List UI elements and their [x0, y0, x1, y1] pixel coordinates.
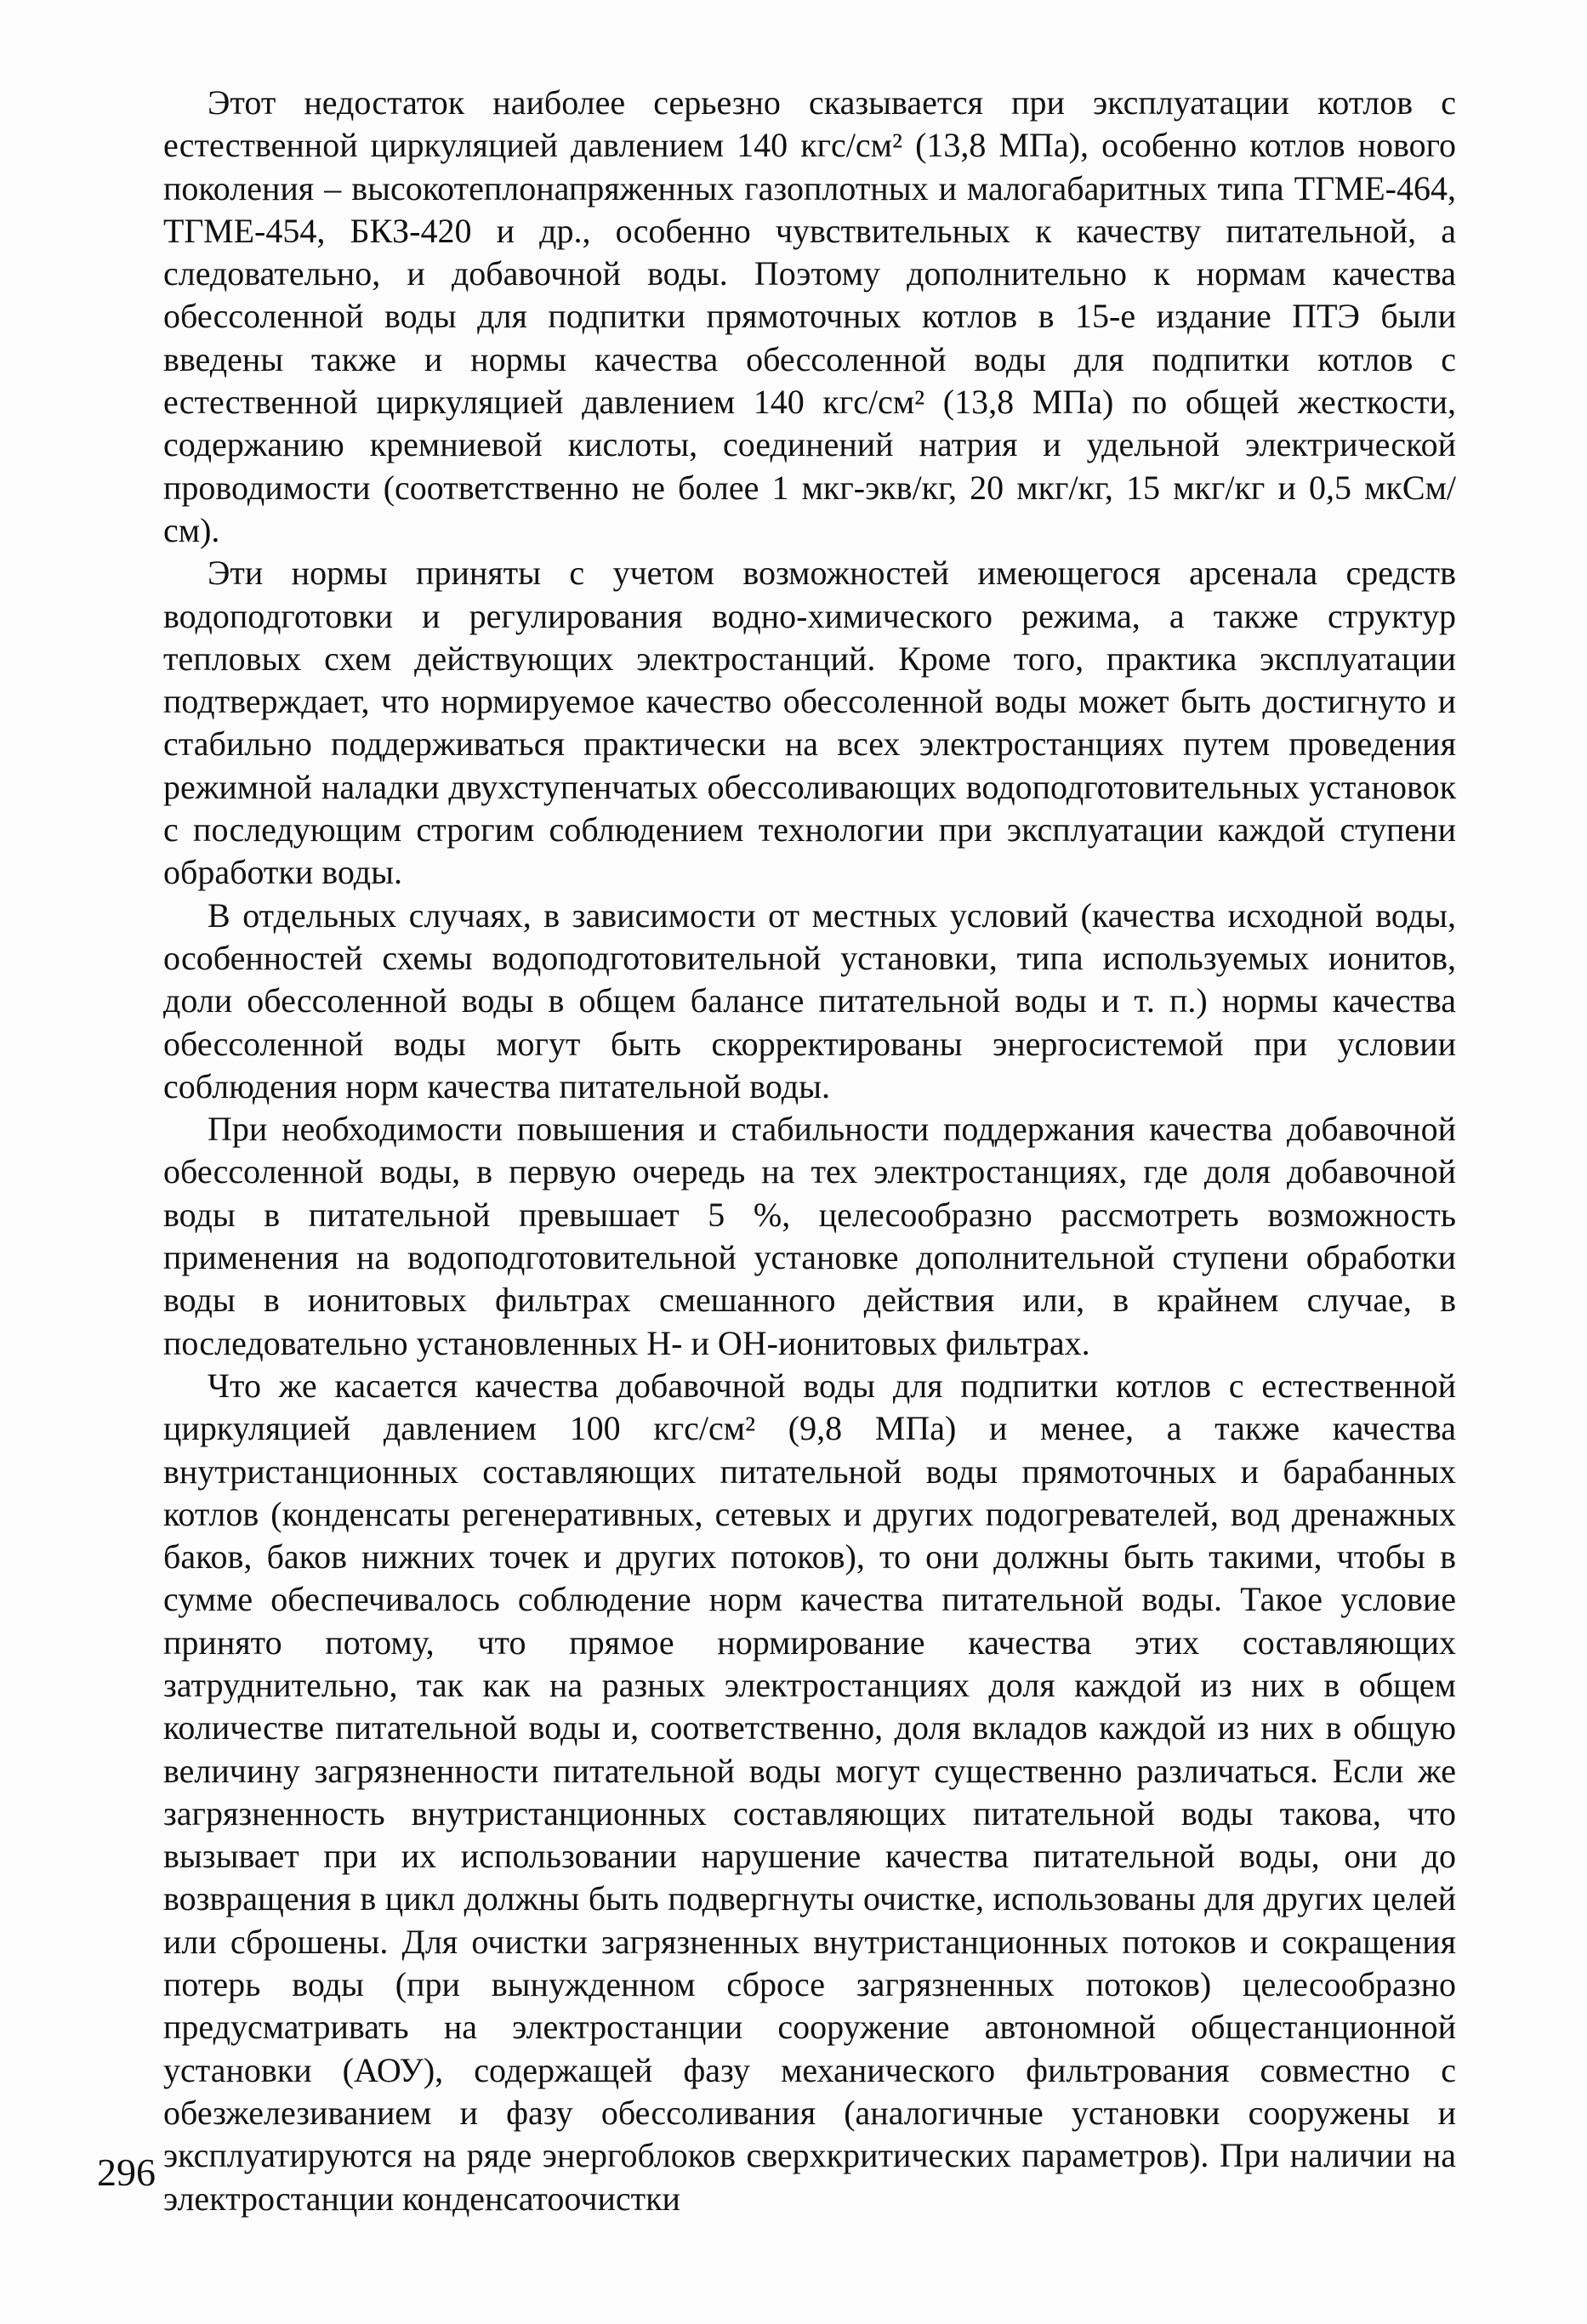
body-text [163, 82, 1456, 2220]
paragraph-4: При необходимости повышения и стабильности поддержания качества добавочной обессоленной воды, в первую очередь на тех электростанциях, где доля добавочной воды в питательной превышает 5 %, целесообразно рассмотреть возможность применения на водоподготовительной установке дополнительной ступени обработки воды в ионитовых фильтрах смешанного действия или, в крайнем случае, в последовательно установленных Н- и ОН-ионитовых фильтрах. [163, 1110, 1456, 1362]
page-number: 296 [97, 2151, 156, 2194]
paragraph-3: В отдельных случаях, в зависимости от местных условий (качества исходной воды, особенностей схемы водоподготовительной установки, типа используемых ионитов, доли обессоленной воды в общем балансе питательной воды и т. п.) нормы качества обессоленной воды могут быть скорректированы энергосистемой при условии соблюдения норм качества питательной воды. [163, 895, 1456, 1105]
paragraph-2: Эти нормы приняты с учетом возможностей имеющегося арсенала средств водоподготовки и регулирования водно-химического режима, а также структур тепловых схем действующих электростанций. Кроме того, практика эксплуатации подтверждает, что нормируемое качество обессоленной воды может быть достигнуто и стабильно поддерживаться практически на всех электростанциях путем проведения режимной наладки двухступенчатых обессоливающих водоподготовительных установок с последующим строгим соблюдением технологии при эксплуатации каждой ступени обработки воды. [163, 554, 1456, 892]
paragraph-5: Что же касается качества добавочной воды для подпитки котлов с естественной циркуляцией давлением 100 кгс/см² (9,8 МПа) и менее, а также качества внутристанционных составляющих питательной воды прямоточных и барабанных котлов (конденсаты регенеративных, сетевых и других подогревателей, вод дренажных баков, баков нижних точек и других потоков), то они должны быть такими, чтобы в сумме обеспечивалось соблюдение норм качества питательной воды. Такое условие принято потому, что прямое нормирование качества этих составляющих затруднительно, так как на разных электростанциях доля каждой из них в общем количестве питательной воды и, соответственно, доля вкладов каждой из них в общую величину загрязненности питательной воды могут существенно различаться. Если же загрязненность внутристанционных составляющих питательной воды такова, что вызывает при их использовании нарушение качества питательной воды, они до возвращения в цикл должны быть подвергнуты очистке, использованы для других целей или сброшены. Для очистки загрязненных внутристанционных потоков и сокращения потерь воды (при вынужденном сбросе загрязненных потоков) целесообразно предусматривать на электростанции сооружение автономной общестанционной установки (АОУ), содержащей фазу механического фильтрования совместно с обезжелезиванием и фазу обессоливания (аналогичные установки сооружены и эксплуатируются на ряде энергоблоков сверхкритических параметров). При наличии на электростанции конденсатоочистки [163, 1366, 1456, 2218]
paragraph-1: Этот недостаток наиболее серьезно сказывается при эксплуатации котлов с естественной циркуляцией давлением 140 кгс/см² (13,8 МПа), особенно котлов нового поколения – высокотеплонапряженных газоплотных и малогабаритных типа ТГМЕ-464, ТГМЕ-454, БКЗ-420 и др., особенно чувствительных к качеству питательной, а следовательно, и добавочной воды. Поэтому дополнительно к нормам качества обессоленной воды для подпитки прямоточных котлов в 15-е издание ПТЭ были введены также и нормы качества обессоленной воды для подпитки котлов с естественной циркуляцией давлением 140 кгс/см² (13,8 МПа) по общей жесткости, содержанию кремниевой кислоты, соединений натрия и удельной электрической проводимости (соответственно не более 1 мкг-экв/кг, 20 мкг/кг, 15 мкг/кг и 0,5 мкСм/см). [163, 83, 1456, 549]
